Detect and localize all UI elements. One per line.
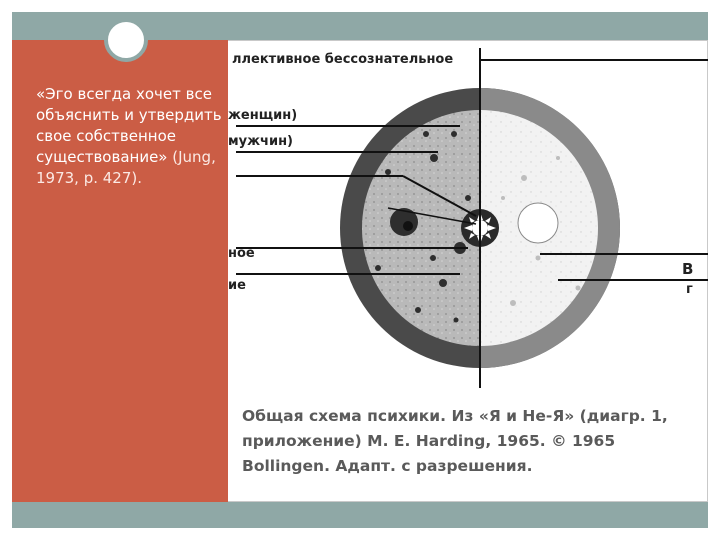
label-men: мужчин)	[228, 134, 293, 149]
label-right-v: В	[682, 260, 694, 278]
white-circle	[518, 203, 558, 243]
psyche-diagram	[228, 48, 708, 388]
label-top: ллективное бессознательное	[232, 52, 454, 67]
label-left-mid: ное	[228, 246, 255, 261]
figure-caption: Общая схема психики. Из «Я и Не-Я» (диагр. 1, приложение) M. E. Harding, 1965. © 1965 Bollingen. Адапт. с разрешения.	[242, 407, 668, 475]
quote-text	[36, 84, 228, 189]
label-left-low: ие	[228, 278, 246, 293]
psyche-diagram-svg	[228, 48, 708, 388]
label-right-g: г	[686, 282, 693, 297]
label-women: женщин)	[228, 108, 298, 123]
quote-citation: (Jung, 1973, p. 427).	[36, 148, 216, 187]
quote-body: «Эго всегда хочет все объяснить и утвердить свое собственное существование»	[36, 85, 222, 166]
bottom-band	[12, 502, 708, 528]
ring-ornament-icon	[104, 18, 148, 62]
